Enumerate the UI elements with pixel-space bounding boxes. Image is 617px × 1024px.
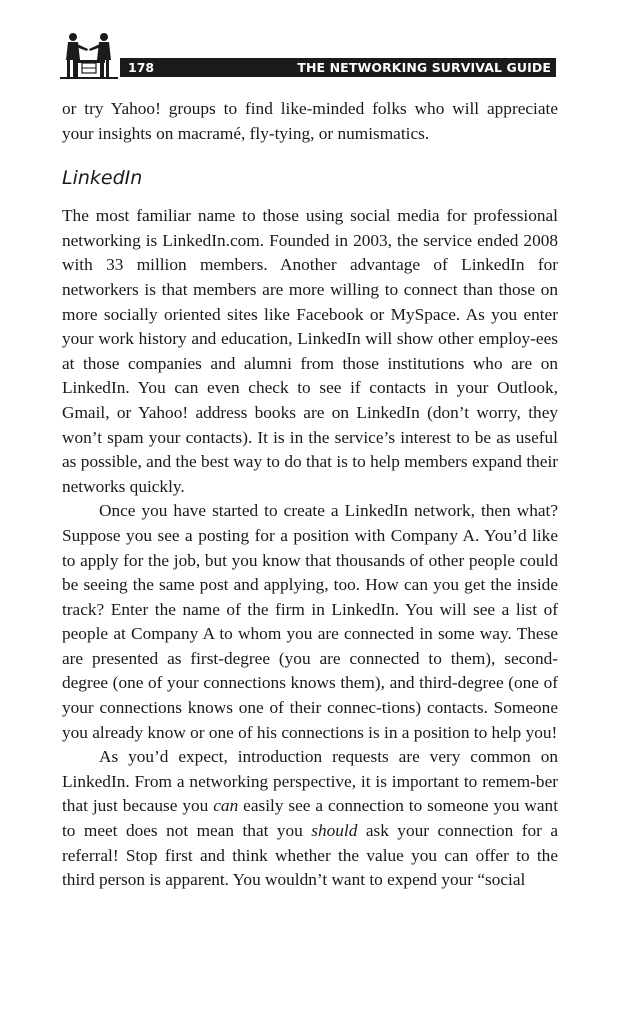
intro-paragraph: or try Yahoo! groups to find like-minded folks who will appreciate your insights on macramé, fly-tying, or numismatics. (62, 99, 558, 143)
paragraph-3-text: ask your connection for a referral! Stop first and think whether the value you can offer to the third person is apparent. You wouldn’t want to expend your “social (62, 821, 559, 890)
paragraph-3-text: easily see a connection to someone you want to meet does not mean that you (62, 796, 558, 841)
header-bar (120, 58, 556, 77)
paragraph-2: Once you have started to create a LinkedIn network, then what? Suppose you see a posting for a position with Company A. You’d like to apply for the job, but you know that thousands of other people could be seeing the same post and applying, too. How can you get the inside track? Enter the name of the firm in LinkedIn. You will see a list of people at Company A to whom you are connected in some way. These are presented as first-degree (you are connected to them), second-degree (one of your connections knows them), and third-degree (one of your connections knows one of their connec-tions) contacts. Someone you already know or one of his connections is in a position to help you! (62, 501, 558, 742)
page-number: 178 (128, 60, 155, 75)
running-header (60, 30, 558, 80)
paragraph-1: The most familiar name to those using social media for professional networking is LinkedIn.com. Founded in 2003, the service ended 2008 with 33 million members. Another advantage of LinkedIn for networkers is that members are more willing to connect than those on more socially oriented sites like Facebook or MySpace. As you enter your work history and education, LinkedIn will show other employ-ees at those companies and alumni from those institutions who are on LinkedIn. You can even check to see if contacts in your Outlook, Gmail, or Yahoo! address books are on LinkedIn (don’t worry, they won’t spam your contacts). It is in the service’s interest to be as useful as possible, and the best way to do that is to help members expand their networks quickly. (62, 206, 558, 496)
page-body (62, 97, 558, 893)
running-title: THE NETWORKING SURVIVAL GUIDE (297, 60, 551, 75)
section-heading: LinkedIn (62, 167, 143, 190)
handshake-at-desk-icon (60, 30, 118, 80)
emphasis-should: should (311, 821, 358, 841)
paragraph-3-text: As you’d expect, introduction requests are very common on LinkedIn. From a networking perspective, it is important to remem-ber that just because you (62, 747, 558, 816)
paragraph-3 (62, 745, 558, 893)
emphasis-can: can (213, 796, 239, 816)
